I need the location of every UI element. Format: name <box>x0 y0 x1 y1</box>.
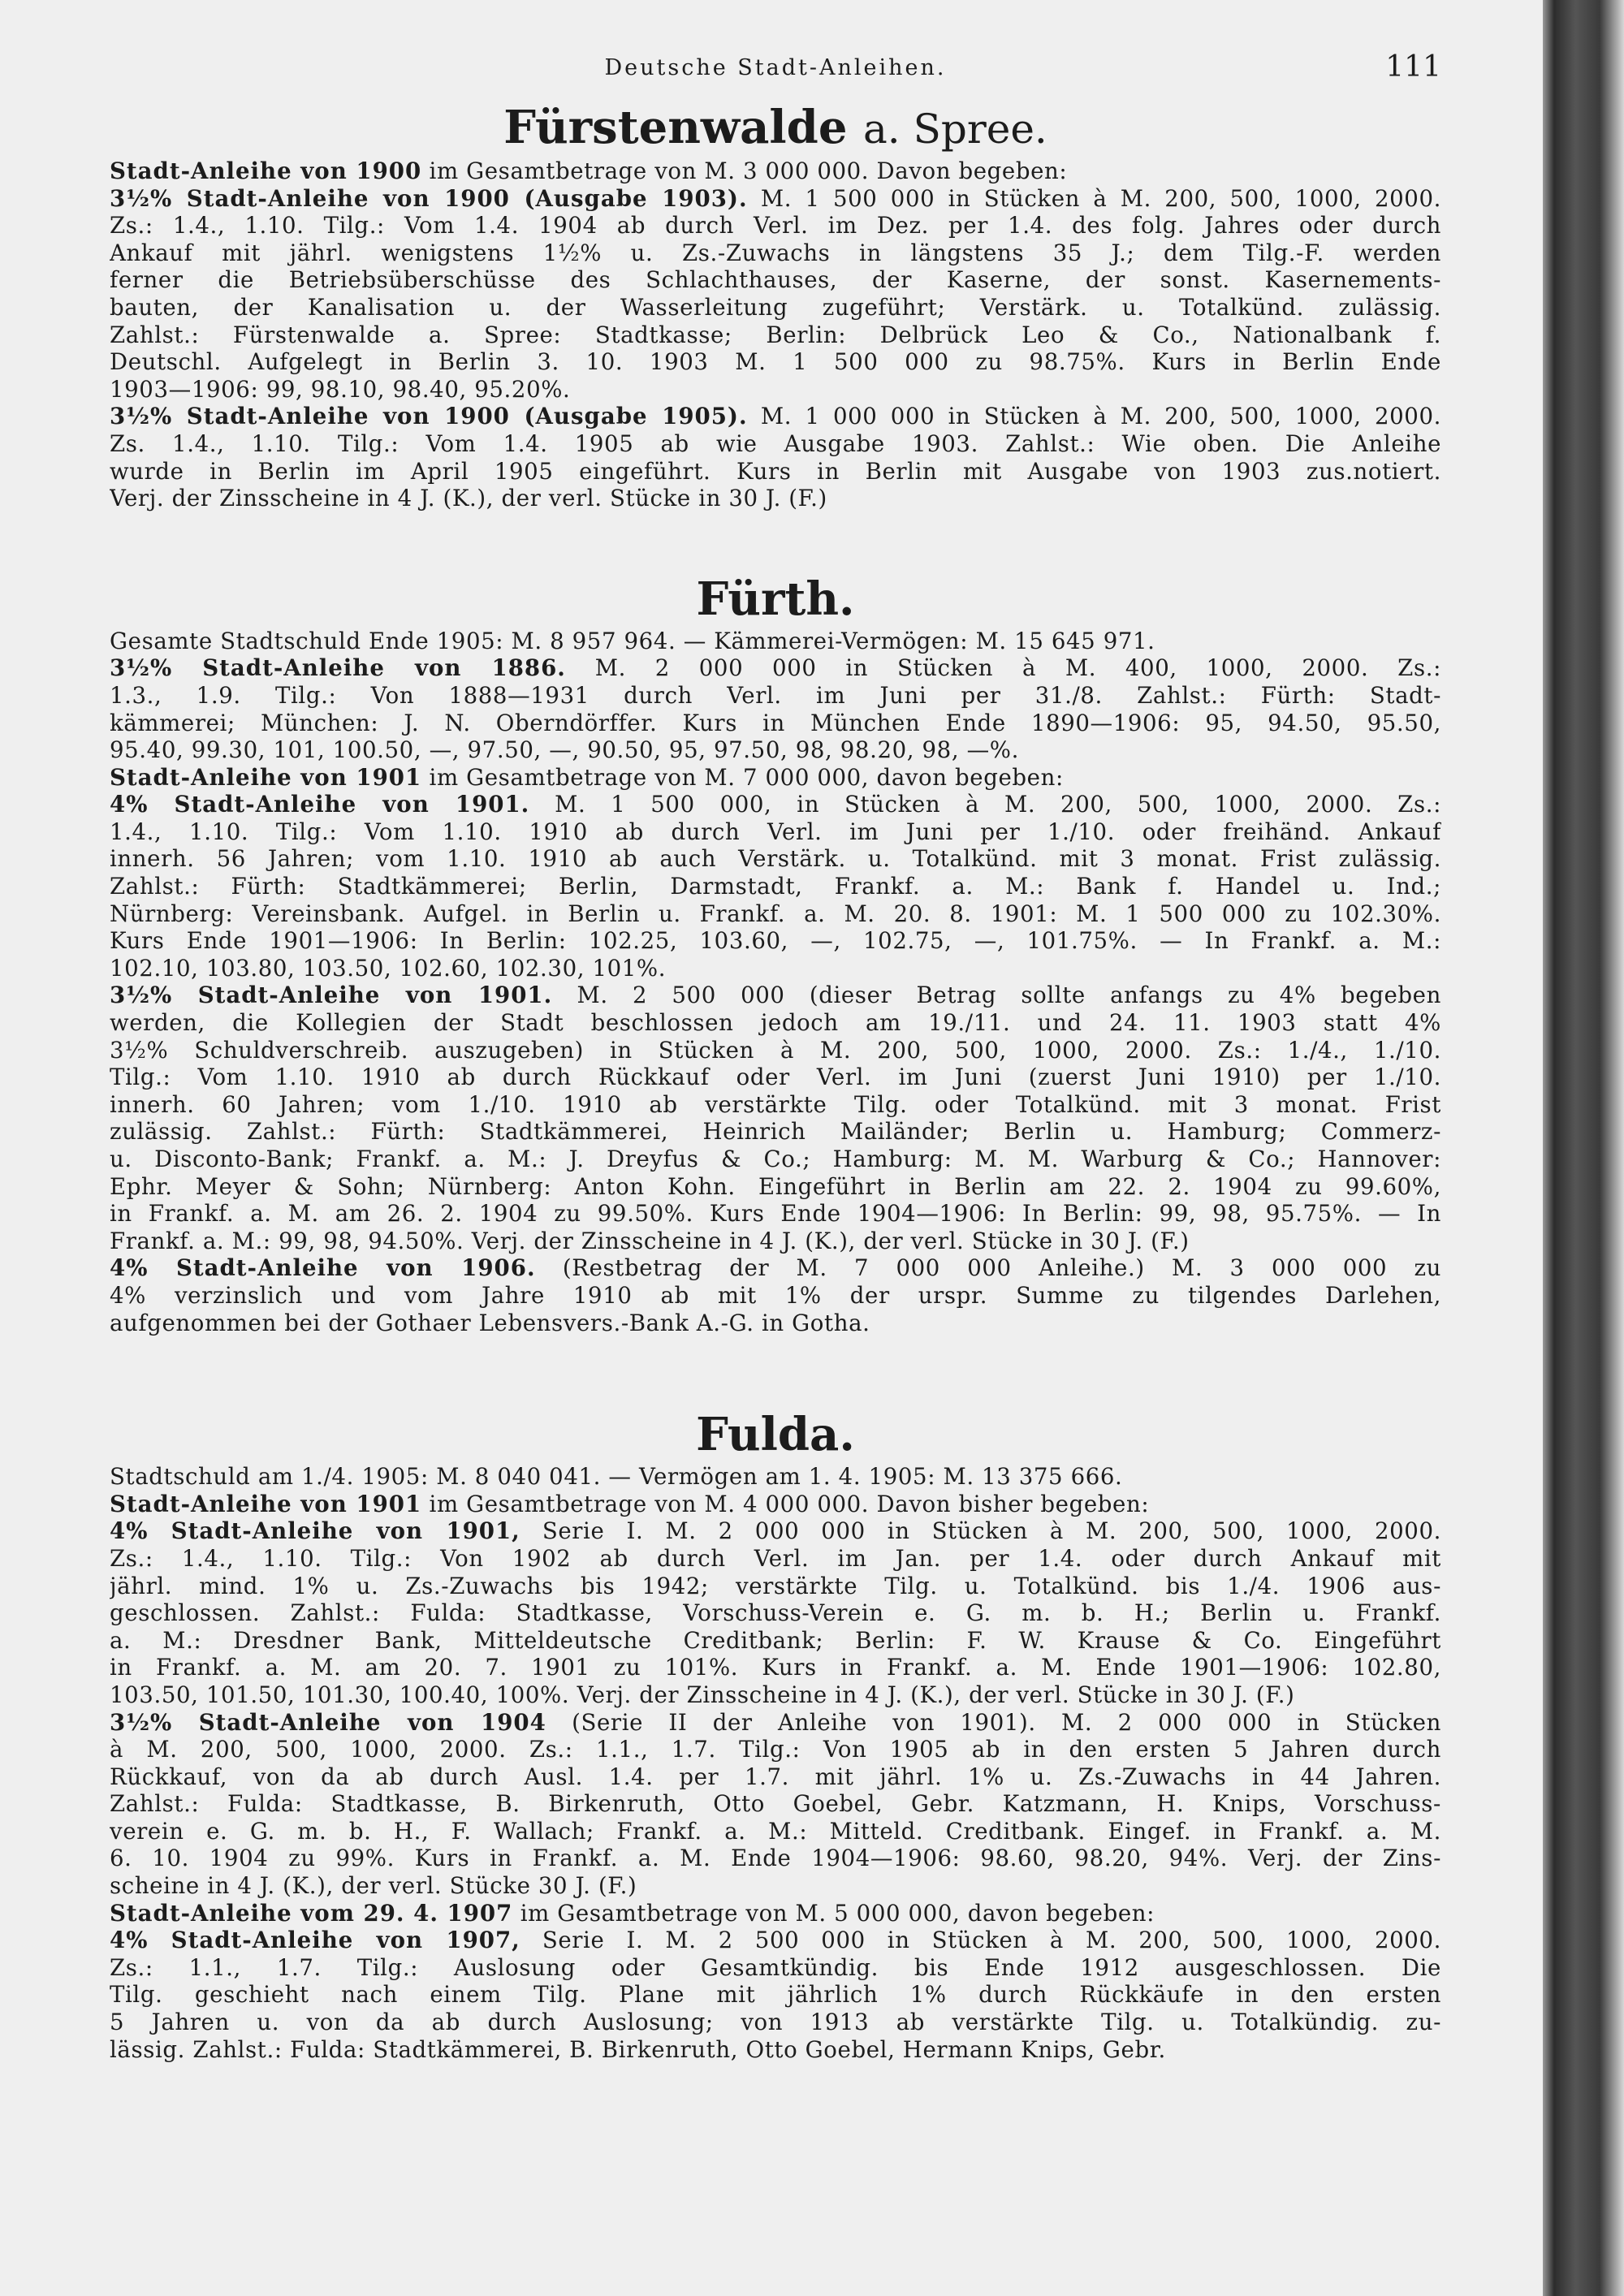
bond-heading: 4% Stadt-Anleihe von 1901, <box>110 1517 520 1545</box>
text-segment: geschlossen. Zahlst.: Fulda: Stadtkasse, Vorschuss-Verein e. G. m. b. H.; Berlin u. Frankf. <box>110 1599 1441 1627</box>
text-line <box>110 2009 1441 2036</box>
text-segment: Zs.: 1.1., 1.7. Tilg.: Auslosung oder Gesamtkündig. bis Ende 1912 ausgeschlossen. Die <box>110 1953 1441 1981</box>
text-segment: innerh. 60 Jahren; vom 1./10. 1910 ab verstärkte Tilg. oder Totalkünd. mit 3 monat. Frist <box>110 1090 1441 1118</box>
bond-heading: 3½% Stadt-Anleihe von 1886. <box>110 654 566 682</box>
text-line <box>110 1282 1441 1310</box>
text-segment: 95.40, 99.30, 101, 100.50, —, 97.50, —, 90.50, 95, 97.50, 98, 98.20, 98, —%. <box>110 736 1019 764</box>
text-segment: M. 1 000 000 in Stücken à M. 200, 500, 1000, 2000. <box>747 403 1441 430</box>
text-line <box>110 212 1441 240</box>
text-segment: innerh. 56 Jahren; vom 1.10. 1910 ab auch Verstärk. u. Totalkünd. mit 3 monat. Frist zulässig. <box>110 845 1441 873</box>
text-line <box>110 628 1441 655</box>
text-segment: 1.3., 1.9. Tilg.: Von 1888—1931 durch Verl. im Juni per 31./8. Zahlst.: Fürth: Stadt- <box>110 681 1441 709</box>
text-segment: im Gesamtbetrage von M. 7 000 000, davon begeben: <box>421 763 1064 791</box>
text-segment: kämmerei; München: J. N. Oberndörffer. Kurs in München Ende 1890—1906: 95, 94.50, 95.50, <box>110 709 1441 736</box>
text-segment: Deutschl. Aufgelegt in Berlin 3. 10. 1903 M. 1 500 000 zu 98.75%. Kurs in Berlin Ende <box>110 348 1441 376</box>
bond-heading: Stadt-Anleihe vom 29. 4. 1907 <box>110 1899 513 1927</box>
text-segment: (Serie II der Anleihe von 1901). M. 2 000 000 in Stücken <box>546 1708 1441 1736</box>
text-line <box>110 403 1441 430</box>
text-segment: aufgenommen bei der Gothaer Lebensvers.-Bank A.-G. in Gotha. <box>110 1309 870 1336</box>
text-line <box>110 1517 1441 1545</box>
text-segment: Gesamte Stadtschuld Ende 1905: M. 8 957 964. — Kämmerei-Vermögen: M. 15 645 971. <box>110 627 1155 654</box>
bond-heading: 3½% Stadt-Anleihe von 1900 (Ausgabe 1903). <box>110 184 748 212</box>
text-segment: jährl. mind. 1% u. Zs.-Zuwachs bis 1942; verstärkte Tilg. u. Totalkünd. bis 1./4. 1906 aus- <box>110 1572 1441 1599</box>
text-line <box>110 1545 1441 1573</box>
text-segment: Stadtschuld am 1./4. 1905: M. 8 040 041. — Vermögen am 1. 4. 1905: M. 13 375 666. <box>110 1463 1123 1491</box>
section-subtitle: a. Spree. <box>862 106 1047 153</box>
text-segment: Nürnberg: Vereinsbank. Aufgel. in Berlin u. Frankf. a. M. 20. 8. 1901: M. 1 500 000 zu 102.30%. <box>110 900 1441 927</box>
text-segment: scheine in 4 J. (K.), der verl. Stücke 30 J. (F.) <box>110 1872 637 1900</box>
text-segment: u. Disconto-Bank; Frankf. a. M.: J. Dreyfus & Co.; Hamburg: M. M. Warburg & Co.; Hannover: <box>110 1146 1441 1172</box>
text-line <box>110 1310 1441 1337</box>
text-segment: im Gesamtbetrage von M. 4 000 000. Davon bisher begeben: <box>421 1490 1150 1517</box>
text-line <box>110 1872 1441 1900</box>
text-line <box>110 1654 1441 1681</box>
text-line <box>110 1763 1441 1791</box>
text-line <box>110 1146 1441 1173</box>
text-line <box>110 682 1441 710</box>
text-segment: Zs.: 1.4., 1.10. Tilg.: Vom 1.4. 1904 ab durch Verl. im Dez. per 1.4. des folg. Jahres oder durch <box>110 212 1441 240</box>
text-line <box>110 873 1441 900</box>
text-segment: Verj. der Zinsscheine in 4 J. (K.), der verl. Stücke in 30 J. (F.) <box>110 485 827 512</box>
text-line <box>110 1254 1441 1282</box>
text-line <box>110 348 1441 376</box>
text-line <box>110 1037 1441 1064</box>
page-content <box>110 42 1441 2063</box>
text-line <box>110 458 1441 486</box>
text-segment: lässig. Zahlst.: Fulda: Stadtkämmerei, B. Birkenruth, Otto Goebel, Hermann Knips, Gebr. <box>110 2035 1166 2063</box>
text-segment: M. 2 500 000 (dieser Betrag sollte anfangs zu 4% begeben <box>552 982 1441 1009</box>
text-line <box>110 1228 1441 1255</box>
bond-heading: 4% Stadt-Anleihe von 1901. <box>110 791 530 818</box>
text-segment: à M. 200, 500, 1000, 2000. Zs.: 1.1., 1.7. Tilg.: Von 1905 ab in den ersten 5 Jahren durch <box>110 1736 1441 1763</box>
text-line <box>110 1091 1441 1119</box>
text-line <box>110 376 1441 404</box>
text-line <box>110 764 1441 792</box>
text-line <box>110 1009 1441 1037</box>
bond-heading: Stadt-Anleihe von 1901 <box>110 763 422 791</box>
text-line <box>110 158 1441 185</box>
bond-heading: Stadt-Anleihe von 1900 <box>110 158 422 184</box>
text-segment: M. 1 500 000, in Stücken à M. 200, 500, 1000, 2000. Zs.: <box>529 791 1441 818</box>
text-line <box>110 1681 1441 1709</box>
text-segment: in Frankf. a. M. am 20. 7. 1901 zu 101%. Kurs in Frankf. a. M. Ende 1901—1906: 102.80, <box>110 1654 1441 1681</box>
bond-heading: 4% Stadt-Anleihe von 1907, <box>110 1927 520 1954</box>
section-title <box>110 571 1441 628</box>
text-segment: Ephr. Meyer & Sohn; Nürnberg: Anton Kohn. Eingeführt in Berlin am 22. 2. 1904 zu 99.60%, <box>110 1172 1441 1200</box>
text-segment: Zahlst.: Fürstenwalde a. Spree: Stadtkasse; Berlin: Delbrück Leo & Co., Nationalbank f. <box>110 321 1441 348</box>
section-title-text: Fürth. <box>696 572 855 626</box>
text-line <box>110 1463 1441 1491</box>
text-segment: Tilg.: Vom 1.10. 1910 ab durch Rückkauf oder Verl. im Juni (zuerst Juni 1910) per 1./10. <box>110 1064 1441 1091</box>
sections-container <box>110 99 1441 2063</box>
text-line <box>110 1173 1441 1201</box>
text-segment: Serie I. M. 2 500 000 in Stücken à M. 200, 500, 1000, 2000. <box>520 1927 1441 1954</box>
text-line <box>110 1627 1441 1655</box>
text-line <box>110 1954 1441 1982</box>
text-line <box>110 710 1441 737</box>
bond-heading: 3½% Stadt-Anleihe von 1904 <box>110 1708 546 1736</box>
text-segment: Zahlst.: Fulda: Stadtkasse, B. Birkenruth, Otto Goebel, Gebr. Katzmann, H. Knips, Vorschuss- <box>110 1790 1441 1818</box>
text-segment: a. M.: Dresdner Bank, Mitteldeutsche Creditbank; Berlin: F. W. Krause & Co. Eingeführt <box>110 1626 1441 1654</box>
text-segment: werden, die Kollegien der Stadt beschlossen jedoch am 19./11. und 24. 11. 1903 statt 4% <box>110 1009 1441 1037</box>
text-line <box>110 185 1441 213</box>
text-line <box>110 791 1441 818</box>
section-title <box>110 1406 1441 1463</box>
text-line <box>110 736 1441 764</box>
text-line <box>110 294 1441 322</box>
text-line <box>110 1736 1441 1763</box>
text-line <box>110 1573 1441 1600</box>
text-line <box>110 818 1441 846</box>
bond-heading: 3½% Stadt-Anleihe von 1900 (Ausgabe 1905). <box>110 403 748 430</box>
text-segment: Kurs Ende 1901—1906: In Berlin: 102.25, 103.60, —, 102.75, —, 101.75%. — In Frankf. a. M.: <box>110 927 1441 955</box>
text-segment: M. 2 000 000 in Stücken à M. 400, 1000, 2000. Zs.: <box>565 654 1441 682</box>
text-line <box>110 845 1441 873</box>
text-segment: Rückkauf, von da ab durch Ausl. 1.4. per 1.7. mit jährl. 1% u. Zs.-Zuwachs in 44 Jahren. <box>110 1763 1441 1790</box>
text-line <box>110 900 1441 928</box>
text-segment: Zs. 1.4., 1.10. Tilg.: Vom 1.4. 1905 ab wie Ausgabe 1903. Zahlst.: Wie oben. Die Anleihe <box>110 429 1441 457</box>
text-segment: 102.10, 103.80, 103.50, 102.60, 102.30, 101%. <box>110 954 667 982</box>
text-segment: Frankf. a. M.: 99, 98, 94.50%. Verj. der Zinsscheine in 4 J. (K.), der verl. Stücke in 30 J. (F.) <box>110 1227 1190 1254</box>
text-line <box>110 1981 1441 2009</box>
text-segment: wurde in Berlin im April 1905 eingeführt. Kurs in Berlin mit Ausgabe von 1903 zus.notiert. <box>110 457 1441 485</box>
text-segment: Tilg. geschieht nach einem Tilg. Plane mit jährlich 1% durch Rückkäufe in den ersten <box>110 1981 1441 2009</box>
text-line <box>110 1491 1441 1518</box>
text-segment: M. 1 500 000 in Stücken à M. 200, 500, 1000, 2000. <box>747 184 1441 212</box>
text-line <box>110 266 1441 294</box>
text-segment: 1.4., 1.10. Tilg.: Vom 1.10. 1910 ab durch Verl. im Juni per 1./10. oder freihänd. Ankauf <box>110 818 1441 845</box>
text-line <box>110 1599 1441 1627</box>
text-segment: 4% verzinslich und vom Jahre 1910 ab mit 1% der urspr. Summe zu tilgendes Darlehen, <box>110 1281 1441 1309</box>
text-line <box>110 430 1441 458</box>
text-line <box>110 1709 1441 1737</box>
page-number: 111 <box>1385 50 1441 84</box>
section-title-text: Fürstenwalde <box>503 101 848 154</box>
text-line <box>110 982 1441 1009</box>
bond-heading: Stadt-Anleihe von 1901 <box>110 1490 422 1517</box>
text-segment: zulässig. Zahlst.: Fürth: Stadtkämmerei, Heinrich Mailänder; Berlin u. Hamburg; Commerz- <box>110 1118 1441 1146</box>
text-line <box>110 240 1441 267</box>
text-segment: 6. 10. 1904 zu 99%. Kurs in Frankf. a. M. Ende 1904—1906: 98.60, 98.20, 94%. Verj. der Zins- <box>110 1845 1441 1872</box>
text-line <box>110 322 1441 349</box>
text-segment: verein e. G. m. b. H., F. Wallach; Frankf. a. M.: Mitteld. Creditbank. Eingef. in Frankf. a. M. <box>110 1817 1441 1845</box>
text-segment: 1903—1906: 99, 98.10, 98.40, 95.20%. <box>110 375 571 403</box>
book-spine-edge <box>1543 0 1624 2296</box>
text-segment: Ankauf mit jährl. wenigstens 1½% u. Zs.-Zuwachs in längstens 35 J.; dem Tilg.-F. werden <box>110 239 1441 266</box>
text-segment: ferner die Betriebsüberschüsse des Schlachthauses, der Kaserne, der sonst. Kasernements- <box>110 266 1441 294</box>
text-line <box>110 1790 1441 1818</box>
section-title-text: Fulda. <box>696 1408 855 1462</box>
text-segment: im Gesamtbetrage von M. 3 000 000. Davon begeben: <box>421 158 1068 184</box>
text-segment: im Gesamtbetrage von M. 5 000 000, davon begeben: <box>512 1899 1155 1927</box>
text-segment: Zahlst.: Fürth: Stadtkämmerei; Berlin, Darmstadt, Frankf. a. M.: Bank f. Handel u. Ind.; <box>110 873 1441 900</box>
text-line <box>110 485 1441 512</box>
text-segment: in Frankf. a. M. am 26. 2. 1904 zu 99.50%. Kurs Ende 1904—1906: In Berlin: 99, 98, 95.75%. — In <box>110 1200 1441 1228</box>
text-segment: Zs.: 1.4., 1.10. Tilg.: Von 1902 ab durch Verl. im Jan. per 1.4. oder durch Ankauf mit <box>110 1544 1441 1572</box>
text-line <box>110 654 1441 682</box>
text-segment: 103.50, 101.50, 101.30, 100.40, 100%. Verj. der Zinsscheine in 4 J. (K.), der verl. Stücke in 30 J. (F.) <box>110 1681 1295 1708</box>
text-line <box>110 1118 1441 1146</box>
text-segment: 5 Jahren u. von da ab durch Auslosung; von 1913 ab verstärkte Tilg. u. Totalkündig. zu- <box>110 2009 1441 2036</box>
text-line <box>110 2036 1441 2064</box>
section-title <box>110 99 1441 158</box>
running-head <box>110 42 1441 99</box>
text-segment: Serie I. M. 2 000 000 in Stücken à M. 200, 500, 1000, 2000. <box>520 1517 1441 1545</box>
text-line <box>110 1845 1441 1872</box>
text-line <box>110 1064 1441 1091</box>
text-line <box>110 927 1441 955</box>
text-line <box>110 1200 1441 1228</box>
text-segment: 3½% Schuldverschreib. auszugeben) in Stücken à M. 200, 500, 1000, 2000. Zs.: 1./4., 1./10. <box>110 1036 1441 1064</box>
text-line <box>110 1927 1441 1954</box>
text-segment: bauten, der Kanalisation u. der Wasserleitung zugeführt; Verstärk. u. Totalkünd. zulässig. <box>110 293 1441 321</box>
text-line <box>110 955 1441 982</box>
bond-heading: 4% Stadt-Anleihe von 1906. <box>110 1254 536 1282</box>
running-title: Deutsche Stadt-Anleihen. <box>604 55 947 80</box>
bond-heading: 3½% Stadt-Anleihe von 1901. <box>110 982 553 1009</box>
text-line <box>110 1900 1441 1927</box>
text-line <box>110 1818 1441 1845</box>
text-segment: (Restbetrag der M. 7 000 000 Anleihe.) M. 3 000 000 zu <box>535 1254 1441 1282</box>
